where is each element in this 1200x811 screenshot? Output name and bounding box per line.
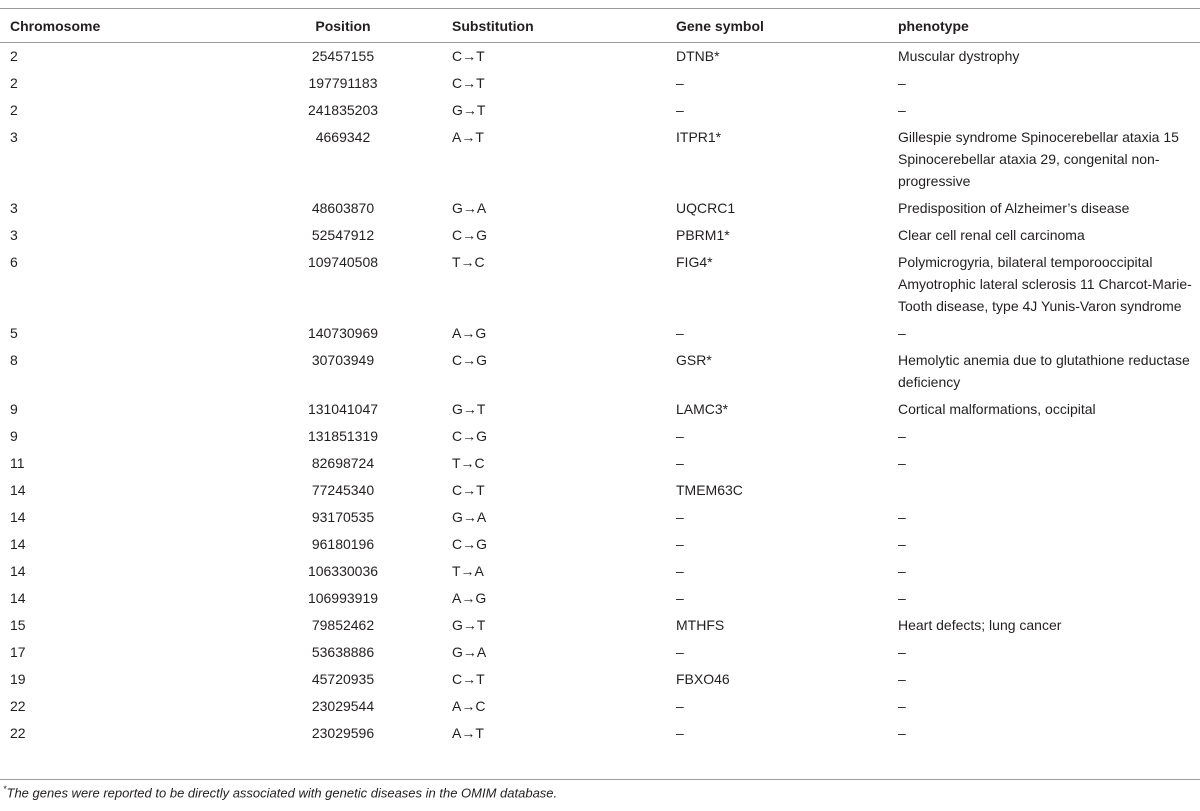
footnote-text: The genes were reported to be directly associated with genetic diseases in the OMIM database.: [6, 785, 558, 801]
cell-gene-symbol: –: [676, 75, 684, 91]
table-row: [0, 557, 1200, 584]
cell-gene-symbol: –: [676, 590, 684, 606]
table-row: [0, 221, 1200, 248]
cell-phenotype: Polymicrogyria, bilateral temporooccipital Amyotrophic lateral sclerosis 11 Charcot-Marie-Tooth disease, type 4J Yunis-Varon syndrome: [898, 254, 1192, 314]
header-substitution: Substitution: [452, 17, 534, 34]
table-row: [0, 42, 1200, 69]
header-chromosome: Chromosome: [10, 17, 101, 34]
cell-gene-symbol: UQCRC1: [676, 200, 736, 216]
cell-phenotype: [898, 476, 1200, 503]
cell-substitution: C→T: [452, 48, 485, 64]
table-row: [0, 346, 1200, 395]
footnote-marker: *: [3, 784, 7, 794]
cell-gene-symbol: –: [676, 698, 684, 714]
cell-gene-symbol: PBRM1*: [676, 227, 730, 243]
header-gene-symbol: Gene symbol: [676, 17, 764, 34]
cell-chromosome: 14: [10, 509, 26, 525]
cell-position: 52547912: [311, 227, 375, 243]
header-phenotype: phenotype: [898, 17, 969, 34]
table-row: [0, 96, 1200, 123]
cell-substitution: A→C: [452, 698, 486, 714]
cell-phenotype: –: [898, 325, 906, 341]
cell-substitution: G→A: [452, 509, 487, 525]
table-row: [0, 692, 1200, 719]
cell-position: 109740508: [307, 254, 379, 270]
table-row: [0, 69, 1200, 96]
cell-position: 82698724: [311, 455, 375, 471]
cell-phenotype: –: [898, 509, 906, 525]
cell-chromosome: 2: [10, 75, 18, 91]
cell-position: 140730969: [307, 325, 379, 341]
table-row: [0, 476, 1200, 503]
cell-position: 77245340: [311, 482, 375, 498]
cell-phenotype: –: [898, 590, 906, 606]
cell-position: 53638886: [311, 644, 375, 660]
cell-phenotype: Cortical malformations, occipital: [898, 401, 1096, 417]
cell-position: 106330036: [307, 563, 379, 579]
cell-substitution: A→G: [452, 325, 487, 341]
cell-gene-symbol: LAMC3*: [676, 401, 729, 417]
cell-position: 4669342: [315, 129, 371, 145]
cell-gene-symbol: –: [676, 536, 684, 552]
cell-gene-symbol: –: [676, 325, 684, 341]
table-row: [0, 638, 1200, 665]
cell-chromosome: 3: [10, 129, 18, 145]
cell-phenotype: –: [898, 563, 906, 579]
cell-substitution: A→T: [452, 725, 484, 741]
table-footnote: [3, 784, 557, 800]
cell-position: 96180196: [311, 536, 375, 552]
cell-substitution: A→T: [452, 129, 484, 145]
cell-chromosome: 14: [10, 563, 26, 579]
cell-chromosome: 17: [10, 644, 26, 660]
table-row: [0, 319, 1200, 346]
cell-phenotype: Clear cell renal cell carcinoma: [898, 227, 1085, 243]
cell-gene-symbol: –: [676, 725, 684, 741]
table-row: [0, 449, 1200, 476]
table-row: [0, 530, 1200, 557]
cell-substitution: T→C: [452, 254, 485, 270]
cell-substitution: G→A: [452, 644, 487, 660]
cell-phenotype: –: [898, 75, 906, 91]
cell-substitution: C→T: [452, 482, 485, 498]
cell-chromosome: 2: [10, 102, 18, 118]
cell-substitution: G→A: [452, 200, 487, 216]
cell-substitution: G→T: [452, 401, 486, 417]
cell-chromosome: 8: [10, 352, 18, 368]
cell-chromosome: 14: [10, 482, 26, 498]
cell-phenotype: –: [898, 536, 906, 552]
cell-substitution: A→G: [452, 590, 487, 606]
cell-phenotype: Muscular dystrophy: [898, 48, 1020, 64]
cell-position: 30703949: [311, 352, 375, 368]
cell-gene-symbol: FIG4*: [676, 254, 713, 270]
cell-gene-symbol: –: [676, 644, 684, 660]
cell-gene-symbol: –: [676, 563, 684, 579]
cell-gene-symbol: TMEM63C: [676, 482, 743, 498]
cell-chromosome: 15: [10, 617, 26, 633]
header-position: Position: [315, 17, 371, 34]
cell-chromosome: 14: [10, 536, 26, 552]
cell-position: 197791183: [308, 75, 378, 91]
table-row: [0, 584, 1200, 611]
cell-position: 241835203: [307, 102, 379, 118]
cell-gene-symbol: DTNB*: [676, 48, 720, 64]
cell-substitution: G→T: [452, 102, 486, 118]
table-row: [0, 719, 1200, 746]
cell-substitution: C→T: [452, 671, 485, 687]
cell-gene-symbol: ITPR1*: [676, 129, 722, 145]
cell-substitution: G→T: [452, 617, 486, 633]
cell-position: 45720935: [311, 671, 375, 687]
cell-chromosome: 6: [10, 254, 18, 270]
cell-chromosome: 9: [10, 401, 18, 417]
table-row: [0, 665, 1200, 692]
table-row: [0, 611, 1200, 638]
cell-chromosome: 3: [10, 200, 18, 216]
table-row: [0, 248, 1200, 319]
cell-position: 106993919: [307, 590, 379, 606]
cell-phenotype: –: [898, 102, 906, 118]
cell-phenotype: Heart defects; lung cancer: [898, 617, 1062, 633]
cell-position: 48603870: [311, 200, 375, 216]
cell-phenotype: –: [898, 671, 906, 687]
cell-chromosome: 22: [10, 698, 26, 714]
table-row: [0, 194, 1200, 221]
cell-position: 23029596: [311, 725, 375, 741]
table-row: [0, 422, 1200, 449]
cell-gene-symbol: –: [676, 509, 684, 525]
bottom-rule: [0, 779, 1200, 780]
cell-gene-symbol: –: [676, 102, 684, 118]
cell-phenotype: –: [898, 455, 906, 471]
cell-gene-symbol: –: [676, 455, 684, 471]
cell-substitution: C→G: [452, 428, 487, 444]
cell-chromosome: 14: [10, 590, 26, 606]
cell-position: 93170535: [311, 509, 375, 525]
cell-phenotype: Gillespie syndrome Spinocerebellar ataxia 15 Spinocerebellar ataxia 29, congenital non-progressive: [898, 129, 1179, 189]
cell-phenotype: –: [898, 428, 906, 444]
cell-chromosome: 2: [10, 48, 18, 64]
cell-phenotype: –: [898, 698, 906, 714]
cell-phenotype: –: [898, 644, 906, 660]
cell-substitution: C→G: [452, 227, 487, 243]
cell-phenotype: –: [898, 725, 906, 741]
cell-chromosome: 19: [10, 671, 26, 687]
cell-position: 25457155: [311, 48, 375, 64]
cell-position: 23029544: [311, 698, 375, 714]
cell-substitution: T→A: [452, 563, 484, 579]
cell-substitution: C→G: [452, 352, 487, 368]
cell-chromosome: 9: [10, 428, 18, 444]
cell-gene-symbol: MTHFS: [676, 617, 725, 633]
cell-chromosome: 5: [10, 325, 18, 341]
cell-chromosome: 11: [10, 455, 25, 471]
cell-phenotype: Hemolytic anemia due to glutathione reductase deficiency: [898, 352, 1190, 390]
variants-table: [0, 9, 1200, 746]
cell-phenotype: Predisposition of Alzheimer’s disease: [898, 200, 1130, 216]
cell-gene-symbol: FBXO46: [676, 671, 730, 687]
cell-substitution: C→T: [452, 75, 485, 91]
table-row: [0, 123, 1200, 194]
cell-chromosome: 3: [10, 227, 18, 243]
cell-position: 131041047: [307, 401, 379, 417]
cell-position: 131851319: [307, 428, 379, 444]
cell-gene-symbol: GSR*: [676, 352, 712, 368]
header-row: [0, 9, 1200, 42]
cell-substitution: C→G: [452, 536, 487, 552]
table-row: [0, 503, 1200, 530]
table-row: [0, 395, 1200, 422]
cell-gene-symbol: –: [676, 428, 684, 444]
cell-chromosome: 22: [10, 725, 26, 741]
cell-position: 79852462: [311, 617, 375, 633]
cell-substitution: T→C: [452, 455, 485, 471]
